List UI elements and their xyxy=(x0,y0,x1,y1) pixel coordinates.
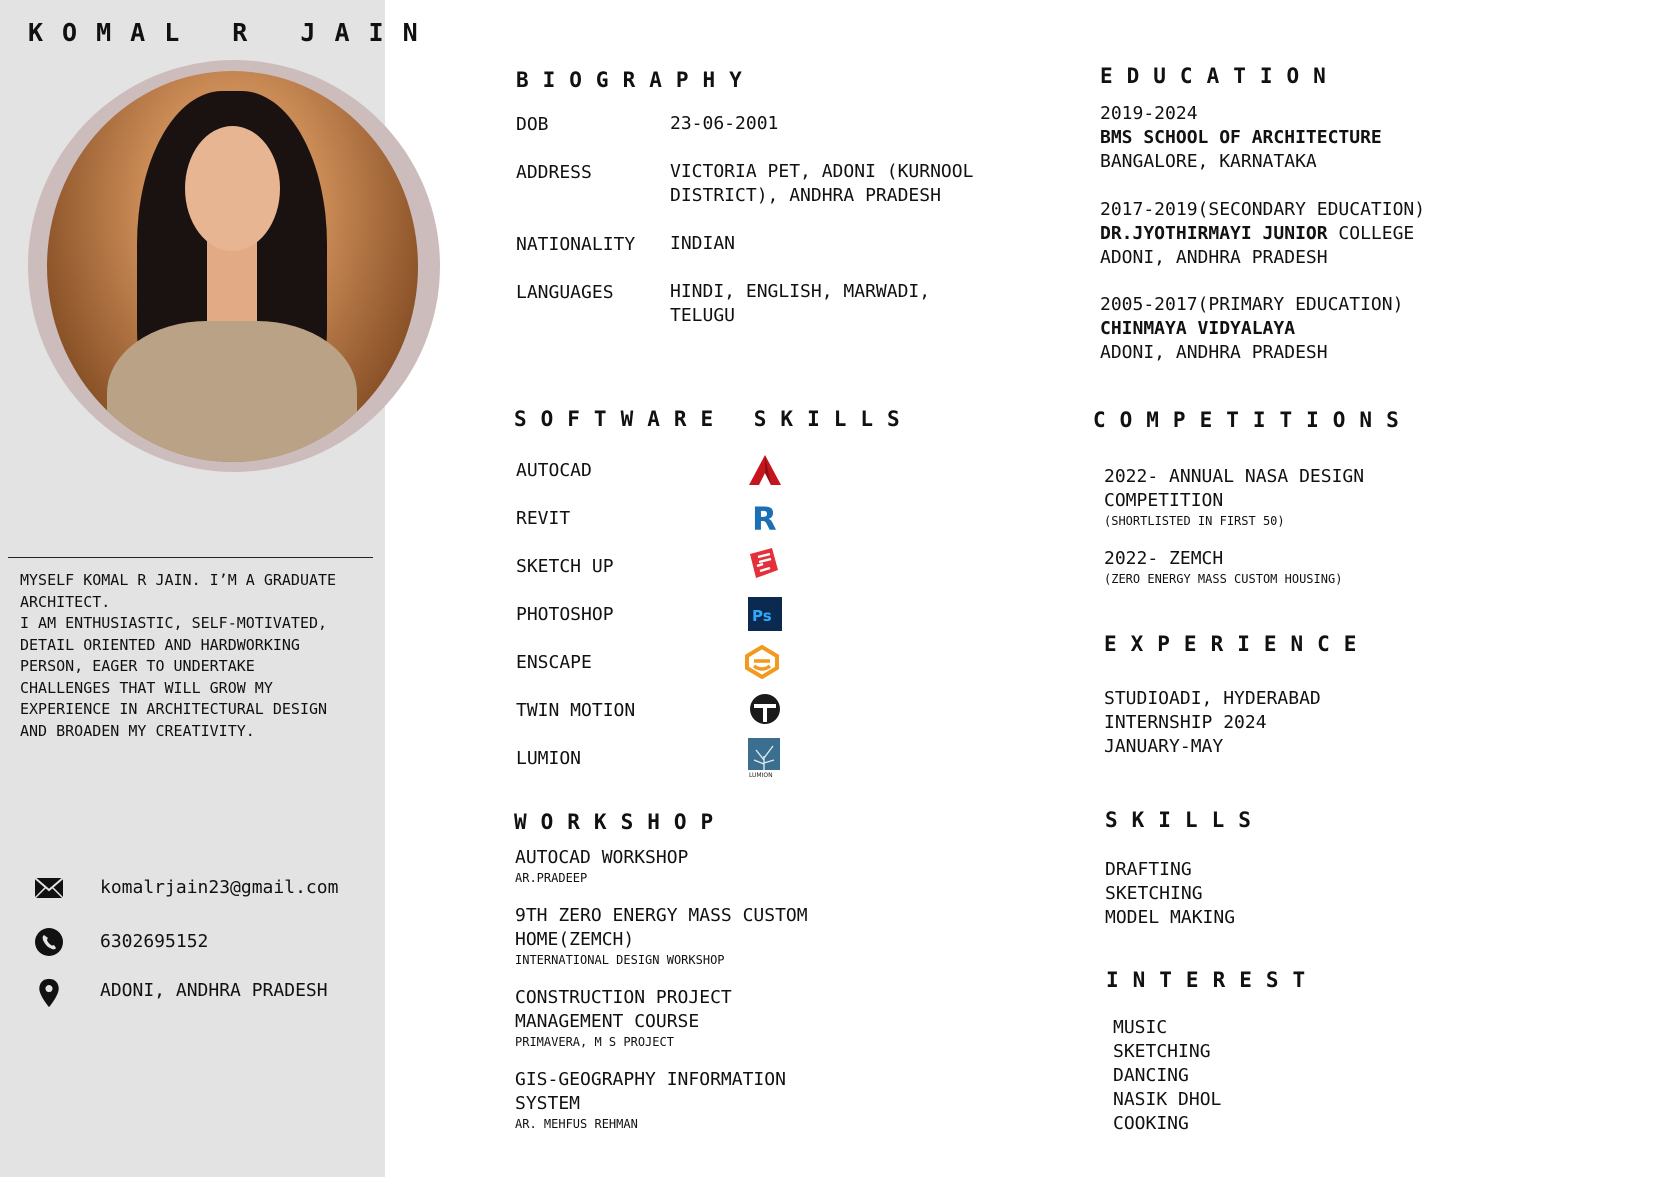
lumion-icon xyxy=(748,738,780,778)
workshop-note: AR.PRADEEP xyxy=(515,871,588,885)
interest-heading: INTEREST xyxy=(1106,968,1320,992)
location-text: ADONI, ANDHRA PRADESH xyxy=(100,980,328,1001)
bio-value-nationality: INDIAN xyxy=(670,233,736,254)
software-skill-name: PHOTOSHOP xyxy=(516,604,614,625)
education-place: ADONI, ANDHRA PRADESH xyxy=(1100,342,1328,363)
experience-line: INTERNSHIP 2024 xyxy=(1104,712,1267,733)
workshop-title: AUTOCAD WORKSHOP xyxy=(515,847,689,868)
svg-text:Ps: Ps xyxy=(752,607,772,625)
workshop-title: GIS-GEOGRAPHY INFORMATION SYSTEM xyxy=(515,1069,786,1114)
competition-note: (ZERO ENERGY MASS CUSTOM HOUSING) xyxy=(1104,572,1343,586)
interest-item: MUSIC xyxy=(1113,1017,1168,1038)
experience-line: STUDIOADI, HYDERABAD xyxy=(1104,688,1321,709)
autocad-icon xyxy=(748,453,782,487)
phone-icon xyxy=(34,927,64,957)
interest-item: COOKING xyxy=(1113,1113,1189,1134)
workshop-note: INTERNATIONAL DESIGN WORKSHOP xyxy=(515,953,725,967)
interest-item: NASIK DHOL xyxy=(1113,1089,1222,1110)
enscape-icon xyxy=(745,645,779,679)
education-years: 2017-2019(SECONDARY EDUCATION) xyxy=(1100,199,1426,220)
phone-number[interactable]: 6302695152 xyxy=(100,931,209,952)
software-skill-name: LUMION xyxy=(516,748,582,769)
svg-text:R: R xyxy=(752,500,777,534)
competition-title: 2022- ANNUAL NASA DESIGN COMPETITION xyxy=(1104,466,1365,511)
profile-photo xyxy=(47,71,418,462)
skill-item: MODEL MAKING xyxy=(1105,907,1236,928)
experience-heading: EXPERIENCE xyxy=(1104,632,1371,656)
education-heading: EDUCATION xyxy=(1100,64,1340,88)
education-school-suffix: COLLEGE xyxy=(1327,223,1415,244)
bio-value-address: VICTORIA PET, ADONI (KURNOOL DISTRICT), ANDHRA PRADESH xyxy=(670,161,974,206)
competition-note: (SHORTLISTED IN FIRST 50) xyxy=(1104,514,1285,528)
education-school: BMS SCHOOL OF ARCHITECTURE xyxy=(1100,127,1382,148)
location-pin-icon xyxy=(34,978,64,1008)
education-school: CHINMAYA VIDYALAYA xyxy=(1100,318,1296,339)
competition-title: 2022- ZEMCH xyxy=(1104,548,1224,569)
about-text: MYSELF KOMAL R JAIN. I’M A GRADUATE ARCHITECT. I AM ENTHUSIASTIC, SELF-MOTIVATED, DETAIL ORIENTED AND HARDWORKING PERSON, EAGER TO UNDERTAKE CHALLENGES THAT WILL GROW MY EXPERIENCE IN ARCHITECTURAL DESIGN AND BROADEN MY CREATIVITY. xyxy=(20,571,337,740)
bio-label-dob: DOB xyxy=(516,114,549,135)
skill-item: SKETCHING xyxy=(1105,883,1203,904)
software-skill-name: TWIN MOTION xyxy=(516,700,636,721)
bio-label-nationality: NATIONALITY xyxy=(516,234,636,255)
education-school: DR.JYOTHIRMAYI JUNIOR xyxy=(1100,223,1328,244)
twinmotion-icon xyxy=(748,692,782,726)
sketchup-icon xyxy=(746,546,780,580)
sidebar-divider xyxy=(8,557,373,558)
photoshop-icon xyxy=(748,597,782,631)
interest-item: SKETCHING xyxy=(1113,1041,1211,1062)
software-skill-name: AUTOCAD xyxy=(516,460,592,481)
interest-item: DANCING xyxy=(1113,1065,1189,1086)
email-link[interactable]: komalrjain23@gmail.com xyxy=(100,877,339,898)
education-years: 2019-2024 xyxy=(1100,103,1198,124)
skills-heading: SKILLS xyxy=(1105,808,1265,832)
workshop-title: 9TH ZERO ENERGY MASS CUSTOM HOME(ZEMCH) xyxy=(515,905,808,950)
biography-heading: BIOGRAPHY xyxy=(516,68,756,92)
workshop-heading: WORKSHOP xyxy=(514,810,728,834)
workshop-note: AR. MEHFUS REHMAN xyxy=(515,1117,638,1131)
competitions-heading: COMPETITIONS xyxy=(1093,408,1413,432)
svg-text:LUMION: LUMION xyxy=(749,772,773,778)
skill-item: DRAFTING xyxy=(1105,859,1192,880)
education-place: BANGALORE, KARNATAKA xyxy=(1100,151,1317,172)
workshop-note: PRIMAVERA, M S PROJECT xyxy=(515,1035,674,1049)
mail-icon xyxy=(34,873,64,903)
education-school-line xyxy=(1100,222,1414,246)
software-skills-heading: SOFTWARE SKILLS xyxy=(514,407,914,431)
bio-label-address: ADDRESS xyxy=(516,162,592,183)
revit-icon xyxy=(748,500,782,534)
bio-label-languages: LANGUAGES xyxy=(516,282,614,303)
bio-value-dob: 23-06-2001 xyxy=(670,113,779,134)
software-skill-name: ENSCAPE xyxy=(516,652,592,673)
education-years: 2005-2017(PRIMARY EDUCATION) xyxy=(1100,294,1404,315)
software-skill-name: SKETCH UP xyxy=(516,556,614,577)
software-skill-name: REVIT xyxy=(516,508,571,529)
workshop-title: CONSTRUCTION PROJECT MANAGEMENT COURSE xyxy=(515,987,732,1032)
experience-line: JANUARY-MAY xyxy=(1104,736,1224,757)
education-place: ADONI, ANDHRA PRADESH xyxy=(1100,247,1328,268)
bio-value-languages: HINDI, ENGLISH, MARWADI, TELUGU xyxy=(670,281,931,326)
candidate-name: KOMAL R JAIN xyxy=(28,18,437,47)
